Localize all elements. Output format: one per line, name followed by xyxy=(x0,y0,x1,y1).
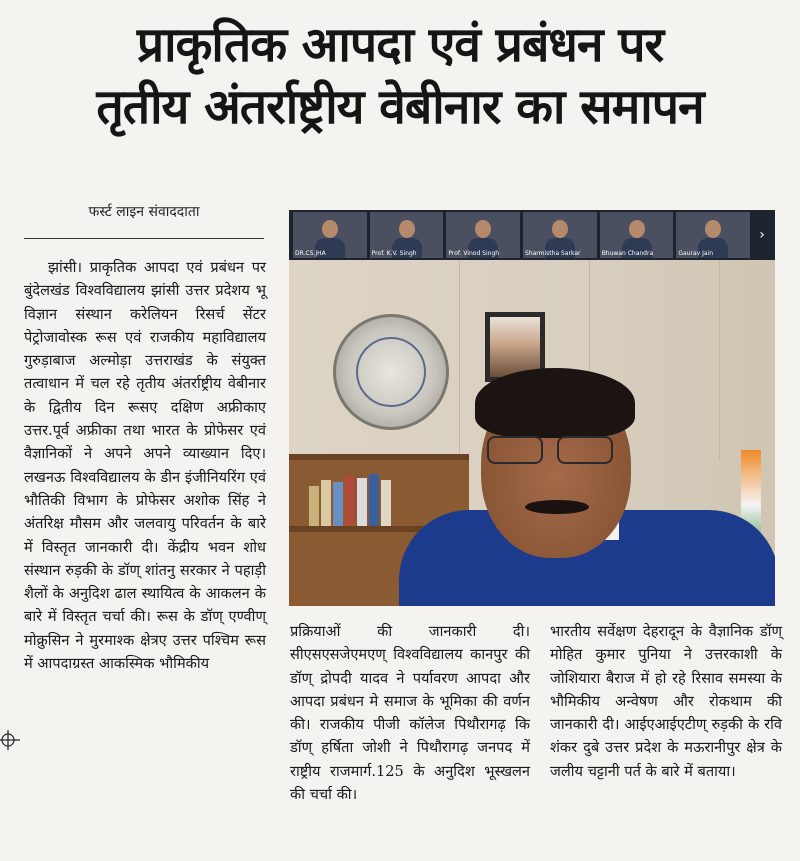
byline-rule xyxy=(24,238,264,239)
speaker-glasses xyxy=(487,436,617,462)
crop-mark-icon xyxy=(0,730,20,750)
university-seal xyxy=(333,314,449,430)
participant-caption: Bhuwan Chandra xyxy=(601,250,654,257)
participant-caption: Prof. K.V. Singh xyxy=(371,250,417,257)
participant-caption: Sharmistha Sarkar xyxy=(525,250,581,257)
participant-tile xyxy=(676,212,750,258)
participant-tile xyxy=(446,212,520,258)
participant-tile xyxy=(523,212,597,258)
speaker-hair xyxy=(475,368,635,438)
books xyxy=(309,472,399,526)
article-text-col1: झांसी। प्राकृतिक आपदा एवं प्रबंधन पर बुंदेलखंड विश्वविद्यालय झांसी उत्तर प्रदेशय भू विज्ञान संस्थान करेलियन रिसर्च सेंटर पेट्रोजावोस्क रूस एवं राजकीय महाविद्यालय गुरुड़ाबाज अल्मोड़ा उत्तराखंड के संयुक्त तत्वाधान में चल रहे तृतीय अंतर्राष्ट्रीय वेबीनार के द्वितीय दिन रूसए दक्षिण अफ्रीकाए उत्तर.पूर्व अफ्रीका तथा भारत के प्रोफेसर एवं वैज्ञानिकों ने अपने अपने व्याख्यान दिए। लखनऊ विश्वविद्यालय के डीन इंजीनियरिंग एवं भौतिकी विभाग के प्रोफेसर अशोक सिंह ने अंतरिक्ष मौसम और जलवायु परिवर्तन के बारे में विस्तृत जानकारी दी। केंद्रीय भवन शोध संस्थान रुड़की के डॉण् शांतनु सरकार ने पहाड़ी शैलों के अनुदिश ढाल स्थायित्व के आकलन के बारे में विस्तृत चर्चा की। रूस के डॉण् एण्वीण् मोक्रुसिन ने मुरमाश्क क्षेत्रए उत्तर पश्चिम रूस में आपदाग्रस्त आकस्मिक भौमिकीय xyxy=(24,259,266,673)
video-participant-strip xyxy=(289,210,775,260)
participant-tile xyxy=(600,212,674,258)
participant-tile xyxy=(370,212,444,258)
wall-panel-line xyxy=(719,260,720,460)
participant-caption: DR.CS.JHA xyxy=(295,250,326,257)
wall-panel-line xyxy=(459,260,460,460)
headline-line-2: तृतीय अंतर्राष्ट्रीय वेबीनार का समापन xyxy=(96,79,704,135)
headline xyxy=(0,14,800,138)
article-column-1 xyxy=(24,256,266,675)
chevron-right-icon: › xyxy=(759,227,765,243)
article-text-col3: भारतीय सर्वेक्षण देहरादून के वैज्ञानिक डॉण् मोहित कुमार पुनिया ने उत्तरकाशी के जोशियारा बैराज में हो रहे रिसाव समस्या के भौमिकीय अन्वेषण और रोकथाम की जानकारी दी। आईएआईएटीण् रुड़की के रवि शंकर दुबे उत्तर प्रदेश के मऊरानीपुर क्षेत्र के जलीय चट्टानी पर्त के बारे में बताया। xyxy=(550,623,782,780)
article-column-2 xyxy=(290,620,530,806)
webinar-photo xyxy=(289,210,775,606)
participant-caption: Gaurav Jain xyxy=(678,250,714,257)
article-column-3 xyxy=(550,620,782,783)
participant-caption: Prof. Vinod Singh xyxy=(448,250,500,257)
speaker-mustache xyxy=(525,500,589,514)
headline-line-1: प्राकृतिक आपदा एवं प्रबंधन पर xyxy=(136,17,664,73)
article-text-col2: प्रक्रियाओं की जानकारी दी। सीएसएसजेएमएण् विश्वविद्यालय कानपुर की डॉण् द्रोपदी यादव ने पर्यावरण आपदा और आपदा प्रबंधन मे समाज के भूमिका की वर्णन की। राजकीय पीजी कॉलेज पिथौरागढ़ कि डॉण् हर्षिता जोशी ने पिथौरागढ़ जनपद में राष्ट्रीय राजमार्ग.125 के अनुदिश भूस्खलन की चर्चा की। xyxy=(290,623,530,804)
participant-tile xyxy=(293,212,367,258)
byline: फर्स्ट लाइन संवाददाता xyxy=(88,204,200,220)
